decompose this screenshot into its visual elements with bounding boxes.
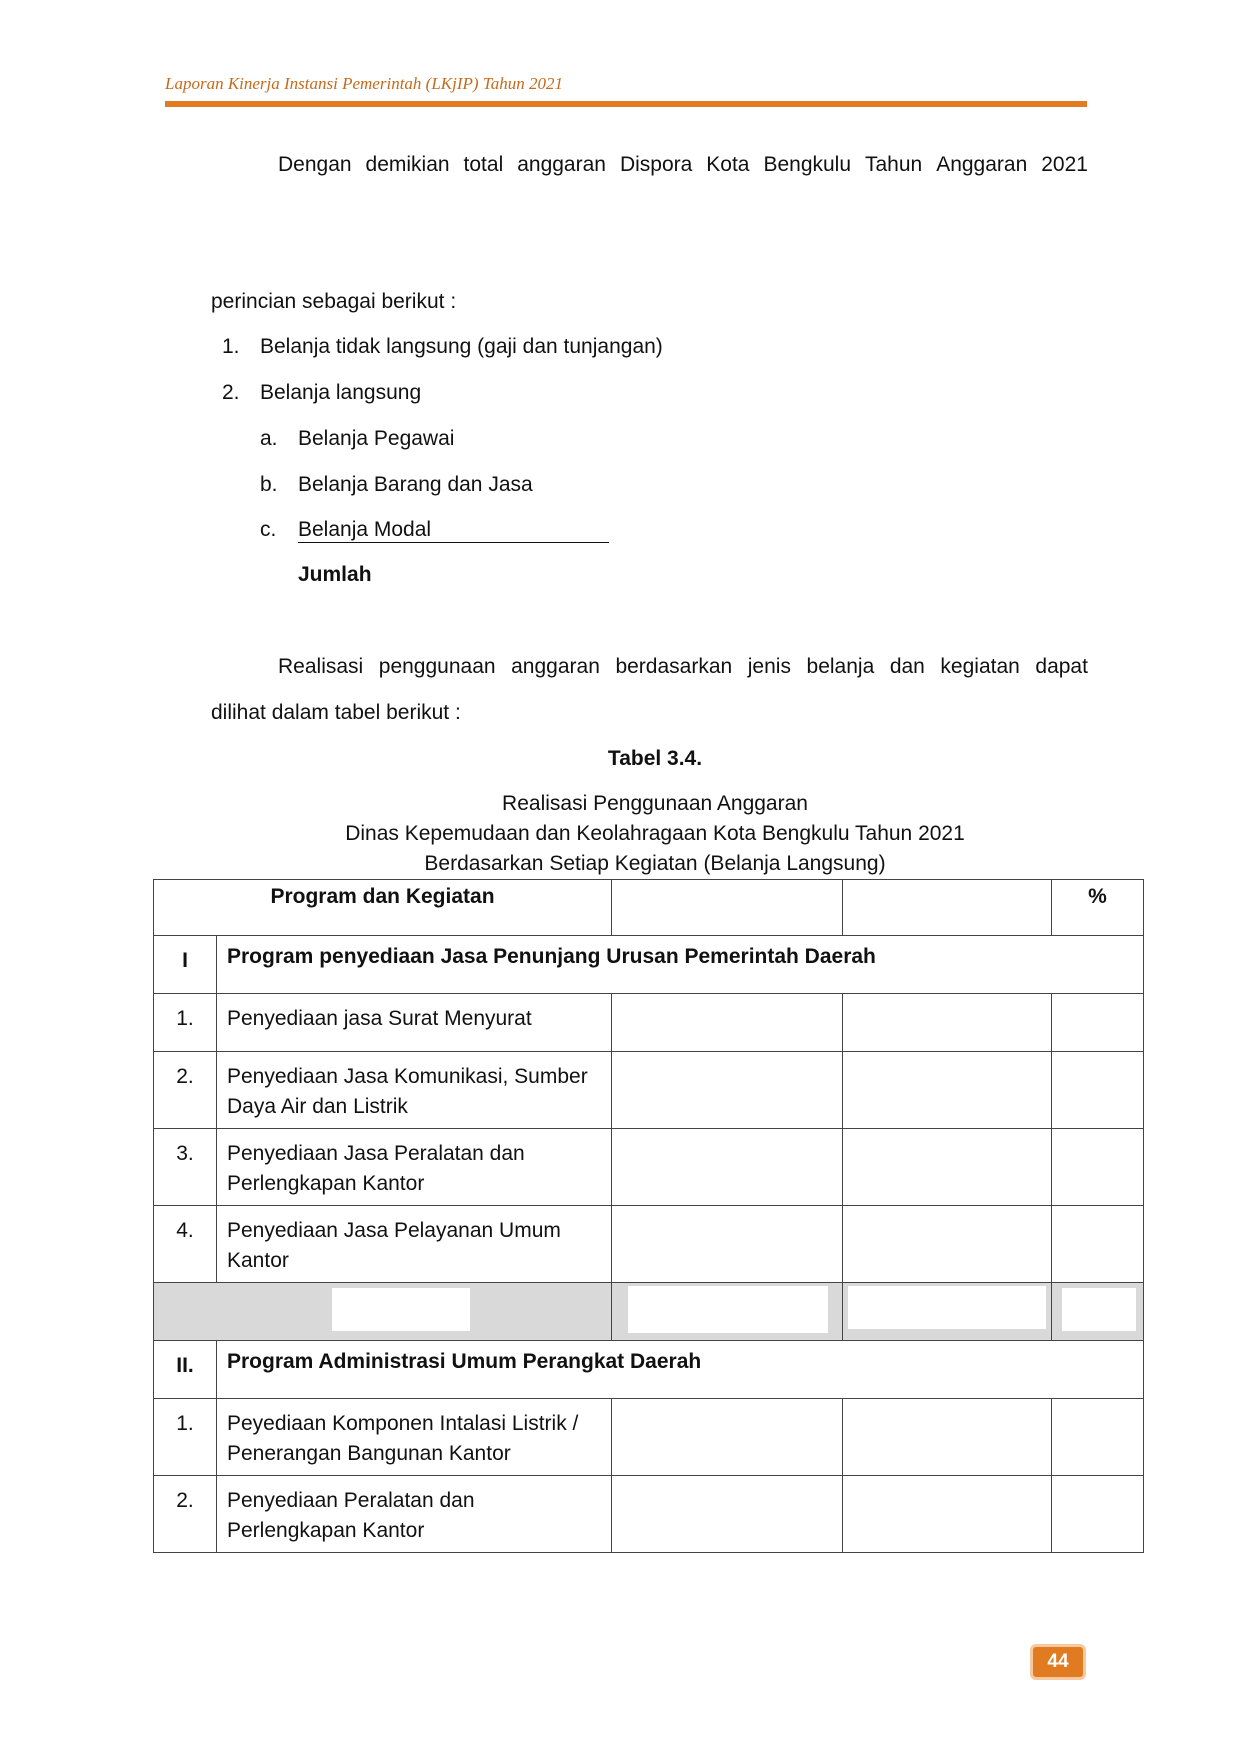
header-program: Program dan Kegiatan <box>154 880 612 936</box>
table-row <box>154 994 1144 1052</box>
word: anggaran <box>517 153 606 176</box>
intro-line-1 <box>278 152 1088 178</box>
cell-blank <box>612 1129 843 1206</box>
program-row-1 <box>154 936 1144 994</box>
program-title: Program penyediaan Jasa Penunjang Urusan Pemerintah Daerah <box>217 936 1144 994</box>
cell-blank <box>1052 1052 1144 1129</box>
running-header-title: Laporan Kinerja Instansi Pemerintah (LKjIP) Tahun 2021 <box>165 74 563 93</box>
row-label: Penyediaan Peralatan dan Perlengkapan Kantor <box>217 1476 612 1553</box>
table-row <box>154 1052 1144 1129</box>
cell-blank <box>1052 1206 1144 1283</box>
word: dan <box>889 655 925 678</box>
total-rule <box>298 542 609 543</box>
table-row <box>154 1129 1144 1206</box>
cell-blank <box>1052 994 1144 1052</box>
cell-blank <box>843 1052 1052 1129</box>
intro-line-2: perincian sebagai berikut : <box>211 290 457 313</box>
header-rule <box>165 101 1087 107</box>
total-label: Jumlah <box>298 563 372 586</box>
word: berdasarkan <box>615 655 733 678</box>
row-label: Penyediaan Jasa Pelayanan Umum Kantor <box>217 1206 612 1283</box>
realisasi-line-2: dilihat dalam tabel berikut : <box>211 701 461 724</box>
word: jenis <box>747 655 791 678</box>
program-num: I <box>154 936 217 994</box>
word: Kota <box>706 153 750 176</box>
word: 2021 <box>1041 153 1088 176</box>
table-caption-line-2: Dinas Kepemudaan dan Keolahragaan Kota Bengkulu Tahun 2021 <box>345 822 965 845</box>
cell-blank <box>1052 1129 1144 1206</box>
word: anggaran <box>511 655 600 678</box>
word: demikian <box>365 153 450 176</box>
realisasi-line-1 <box>278 654 1088 680</box>
cell-blank <box>843 1399 1052 1476</box>
budget-realization-table <box>153 879 1144 1553</box>
row-num: 3. <box>154 1129 217 1206</box>
row-label: Penyediaan Jasa Komunikasi, Sumber Daya Air dan Listrik <box>217 1052 612 1129</box>
cell-blank <box>612 1052 843 1129</box>
header-cell-blank <box>612 880 843 936</box>
header-percent: % <box>1052 880 1144 936</box>
cell-blank <box>1052 1476 1144 1553</box>
sub-item-c: Belanja Modal <box>298 518 432 541</box>
sub-letter-a: a. <box>260 427 278 450</box>
cell-blank <box>843 1476 1052 1553</box>
subtotal-cell <box>843 1283 1052 1341</box>
word: dapat <box>1035 655 1088 678</box>
subtotal-cell <box>612 1283 843 1341</box>
word: penggunaan <box>378 655 496 678</box>
cell-blank <box>1052 1399 1144 1476</box>
cell-blank <box>843 1129 1052 1206</box>
cell-blank <box>612 1476 843 1553</box>
word: total <box>463 153 504 176</box>
cell-blank <box>612 994 843 1052</box>
word: Anggaran <box>936 153 1028 176</box>
table-caption-line-1: Realisasi Penggunaan Anggaran <box>502 792 808 815</box>
cell-blank <box>612 1206 843 1283</box>
row-num: 4. <box>154 1206 217 1283</box>
row-num: 1. <box>154 994 217 1052</box>
word: Realisasi <box>278 655 364 678</box>
subtotal-cell <box>1052 1283 1144 1341</box>
redacted-box <box>1062 1288 1136 1331</box>
table-header-row <box>154 880 1144 936</box>
word: Dengan <box>278 153 352 176</box>
sub-item-b: Belanja Barang dan Jasa <box>298 473 533 496</box>
word: belanja <box>806 655 875 678</box>
row-num: 1. <box>154 1399 217 1476</box>
program-title: Program Administrasi Umum Perangkat Daerah <box>217 1341 1144 1399</box>
program-row-2 <box>154 1341 1144 1399</box>
table-caption-line-3: Berdasarkan Setiap Kegiatan (Belanja Langsung) <box>424 852 886 875</box>
row-label: Penyediaan jasa Surat Menyurat <box>217 994 612 1052</box>
program-num: II. <box>154 1341 217 1399</box>
word: Tahun <box>865 153 923 176</box>
list-item-1: Belanja tidak langsung (gaji dan tunjangan) <box>260 335 663 358</box>
row-num: 2. <box>154 1476 217 1553</box>
cell-blank <box>612 1399 843 1476</box>
sub-letter-c: c. <box>260 518 277 541</box>
word: Dispora <box>619 153 693 176</box>
subtotal-row <box>154 1283 1144 1341</box>
cell-blank <box>843 1206 1052 1283</box>
redacted-box <box>848 1286 1046 1329</box>
table-row <box>154 1399 1144 1476</box>
redacted-box <box>332 1288 470 1331</box>
sub-item-a: Belanja Pegawai <box>298 427 455 450</box>
word: Bengkulu <box>763 153 852 176</box>
list-num-2: 2. <box>222 381 240 404</box>
cell-blank <box>843 994 1052 1052</box>
word: kegiatan <box>940 655 1020 678</box>
table-row <box>154 1476 1144 1553</box>
sub-letter-b: b. <box>260 473 278 496</box>
page-number-badge: 44 <box>1030 1644 1086 1680</box>
redacted-box <box>628 1286 828 1333</box>
row-label: Peyediaan Komponen Intalasi Listrik / Penerangan Bangunan Kantor <box>217 1399 612 1476</box>
subtotal-label-cell <box>154 1283 612 1341</box>
row-num: 2. <box>154 1052 217 1129</box>
list-num-1: 1. <box>222 335 240 358</box>
row-label: Penyediaan Jasa Peralatan dan Perlengkapan Kantor <box>217 1129 612 1206</box>
header-cell-blank <box>843 880 1052 936</box>
table-number: Tabel 3.4. <box>607 747 703 770</box>
list-item-2: Belanja langsung <box>260 381 422 404</box>
table-row <box>154 1206 1144 1283</box>
